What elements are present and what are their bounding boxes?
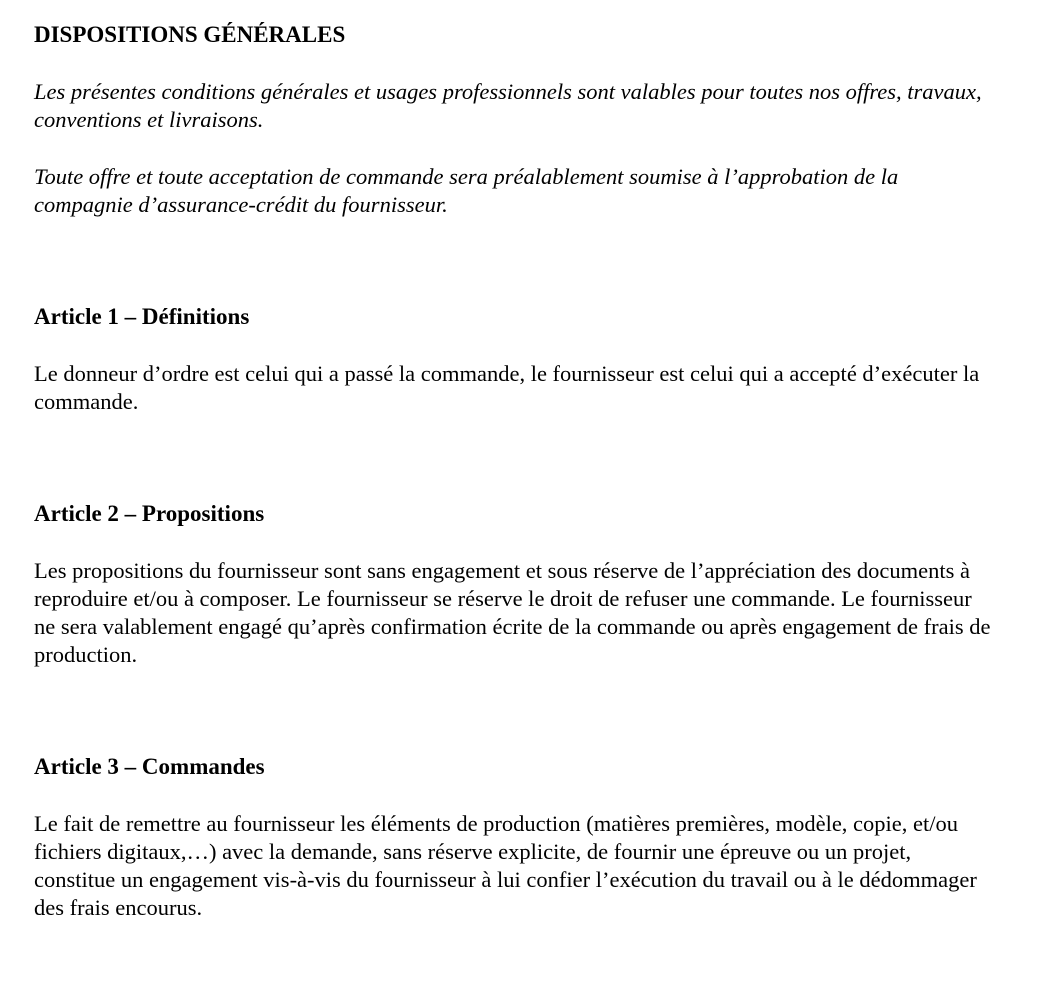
intro-paragraph-scope: Les présentes conditions générales et usages professionnels sont valables pour toutes nos offres, travaux, conventions et livraisons. <box>34 79 982 132</box>
document-title: DISPOSITIONS GÉNÉRALES <box>34 22 346 47</box>
article-1-body: Le donneur d’ordre est celui qui a passé la commande, le fournisseur est celui qui a accepté d’exécuter la commande. <box>34 361 980 414</box>
article-1-title: Article 1 – Définitions <box>34 304 250 329</box>
article-2-title: Article 2 – Propositions <box>34 501 265 526</box>
article-3-body: Le fait de remettre au fournisseur les éléments de production (matières premières, modèle, copie, et/ou fichiers digitaux,…) avec la demande, sans réserve explicite, de fournir une épreuve ou un projet, constitue un engagement vis-à-vis du fournisseur à lui confier l’exécution du travail ou à le dédommager des frais encourus. <box>34 811 977 920</box>
intro-paragraph-approval: Toute offre et toute acceptation de commande sera préalablement soumise à l’approbation de la compagnie d’assurance-crédit du fournisseur. <box>34 164 899 217</box>
article-2-body: Les propositions du fournisseur sont sans engagement et sous réserve de l’appréciation des documents à reproduire et/ou à composer. Le fournisseur se réserve le droit de refuser une commande. Le fournisseur ne sera valablement engagé qu’après confirmation écrite de la commande ou après engagement de frais de production. <box>34 558 991 667</box>
article-3-title: Article 3 – Commandes <box>34 754 265 779</box>
